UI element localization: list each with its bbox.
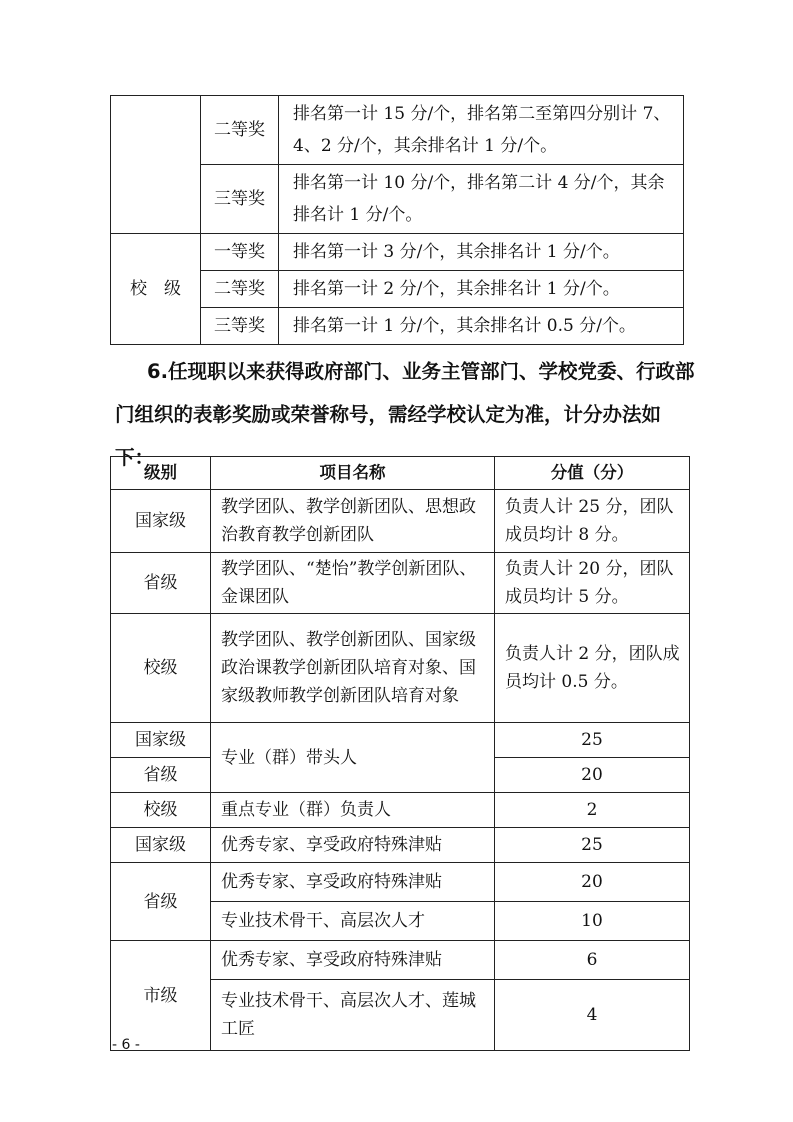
table-row	[111, 96, 684, 165]
score-cell: 20	[495, 863, 690, 902]
header-score: 分值（分）	[495, 457, 690, 490]
name-cell: 优秀专家、享受政府特殊津贴	[211, 828, 495, 863]
table-row	[111, 234, 684, 271]
level-cell: 省级	[111, 553, 211, 614]
prize-cell: 二等奖	[201, 271, 279, 308]
award-score-table	[110, 95, 684, 345]
level-cell	[111, 96, 201, 234]
rule-cell: 排名第一计 10 分/个，排名第二计 4 分/个，其余排名计 1 分/个。	[279, 165, 684, 234]
name-cell: 重点专业（群）负责人	[211, 793, 495, 828]
paragraph-text: 6.任现职以来获得政府部门、业务主管部门、学校党委、行政部门组织的表彰奖励或荣誉称号，需经学校认定为准，计分办法如下：	[115, 360, 695, 469]
table-row	[111, 614, 690, 723]
header-name: 项目名称	[211, 457, 495, 490]
score-cell: 负责人计 2 分，团队成员均计 0.5 分。	[495, 614, 690, 723]
level-cell: 省级	[111, 863, 211, 941]
score-cell: 2	[495, 793, 690, 828]
rule-cell: 排名第一计 1 分/个，其余排名计 0.5 分/个。	[279, 308, 684, 345]
table-row	[111, 490, 690, 553]
table-row	[111, 553, 690, 614]
prize-cell: 一等奖	[201, 234, 279, 271]
name-cell: 优秀专家、享受政府特殊津贴	[211, 941, 495, 980]
score-cell: 负责人计 25 分，团队成员均计 8 分。	[495, 490, 690, 553]
rule-cell: 排名第一计 15 分/个，排名第二至第四分别计 7、4、2 分/个，其余排名计 1 分/个。	[279, 96, 684, 165]
table-row	[111, 828, 690, 863]
score-cell: 6	[495, 941, 690, 980]
name-cell: 专业（群）带头人	[211, 723, 495, 793]
table-row	[111, 793, 690, 828]
name-cell: 教学团队、教学创新团队、思想政治教育教学创新团队	[211, 490, 495, 553]
name-cell: 优秀专家、享受政府特殊津贴	[211, 863, 495, 902]
prize-cell: 三等奖	[201, 308, 279, 345]
table-row	[111, 941, 690, 980]
name-cell: 教学团队、“楚怡”教学创新团队、金课团队	[211, 553, 495, 614]
name-cell: 教学团队、教学创新团队、国家级政治课教学创新团队培育对象、国家级教师教学创新团队培育对象	[211, 614, 495, 723]
table-row	[111, 723, 690, 758]
score-cell: 25	[495, 828, 690, 863]
level-cell: 校 级	[111, 234, 201, 345]
prize-cell: 二等奖	[201, 96, 279, 165]
level-cell: 国家级	[111, 723, 211, 758]
score-cell: 10	[495, 902, 690, 941]
level-cell: 国家级	[111, 490, 211, 553]
name-cell: 专业技术骨干、高层次人才、莲城工匠	[211, 980, 495, 1051]
honor-score-table	[110, 456, 690, 1051]
rule-cell: 排名第一计 3 分/个，其余排名计 1 分/个。	[279, 234, 684, 271]
score-cell: 负责人计 20 分，团队成员均计 5 分。	[495, 553, 690, 614]
level-cell: 校级	[111, 614, 211, 723]
level-cell: 市级	[111, 941, 211, 1051]
level-cell: 省级	[111, 758, 211, 793]
score-cell: 20	[495, 758, 690, 793]
name-cell: 专业技术骨干、高层次人才	[211, 902, 495, 941]
table-row	[111, 863, 690, 902]
score-cell: 25	[495, 723, 690, 758]
prize-cell: 三等奖	[201, 165, 279, 234]
table-header-row	[111, 457, 690, 490]
level-cell: 校级	[111, 793, 211, 828]
level-cell: 国家级	[111, 828, 211, 863]
header-level: 级别	[111, 457, 211, 490]
page-number: - 6 -	[112, 1037, 140, 1053]
rule-cell: 排名第一计 2 分/个，其余排名计 1 分/个。	[279, 271, 684, 308]
score-cell: 4	[495, 980, 690, 1051]
